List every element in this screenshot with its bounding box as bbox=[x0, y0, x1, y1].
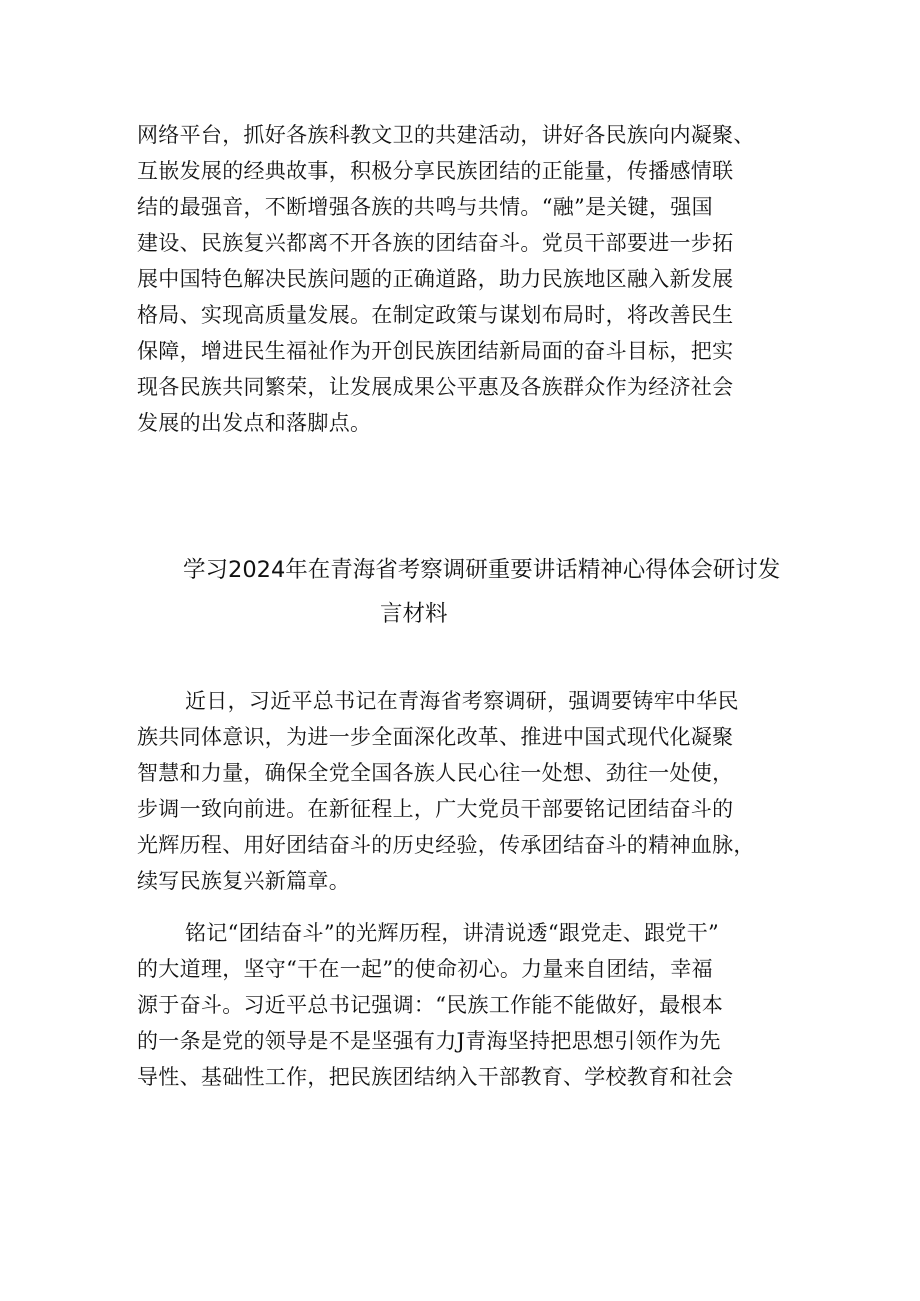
text-line: 的大道理，坚守“干在一起”的使命初心。力量来自团结，幸福 bbox=[137, 957, 713, 981]
text-line: 格局、实现高质量发展。在制定政策与谋划布局时，将改善民生 bbox=[137, 303, 734, 327]
title-line: 言材料 bbox=[380, 601, 448, 627]
text-line: 光辉历程、用好团结奋斗的历史经验，传承团结奋斗的精神血脉， bbox=[137, 833, 755, 857]
text-line: 续写民族复兴新篇章。 bbox=[137, 869, 350, 893]
text-line: 铭记“团结奋斗”的光辉历程，讲清说透“跟党走、跟党干” bbox=[185, 921, 720, 945]
text-line: 建设、民族复兴都离不开各族的团结奋斗。党员干部要进一步拓 bbox=[137, 231, 734, 255]
text-line: 结的最强音，不断增强各族的共鸣与共情。“融”是关键，强国 bbox=[137, 195, 713, 219]
text-line: 导性、基础性工作，把民族团结纳入干部教育、学校教育和社会 bbox=[137, 1065, 734, 1089]
text-line: 网络平台，抓好各族科教文卫的共建活动，讲好各民族向内凝聚、 bbox=[137, 123, 755, 147]
text-line: 的一条是党的领导是不是坚强有力J青海坚持把思想引领作为先 bbox=[137, 1029, 721, 1053]
text-line: 互嵌发展的经典故事，积极分享民族团结的正能量，传播感情联 bbox=[137, 159, 734, 183]
title-line: 学习2024年在青海省考察调研重要讲话精神心得体会研讨发 bbox=[183, 557, 781, 583]
text-line: 展中国特色解决民族问题的正确道路，助力民族地区融入新发展 bbox=[137, 267, 734, 291]
text-line: 保障，增进民生福祉作为开创民族团结新局面的奋斗目标，把实 bbox=[137, 339, 734, 363]
text-line: 族共同体意识，为进一步全面深化改革、推进中国式现代化凝聚 bbox=[137, 725, 734, 749]
text-line: 发展的出发点和落脚点。 bbox=[137, 411, 372, 435]
text-line: 源于奋斗。习近平总书记强调：“民族工作能不能做好，最根本 bbox=[137, 993, 724, 1017]
text-line: 现各民族共同繁荣，让发展成果公平惠及各族群众作为经济社会 bbox=[137, 375, 734, 399]
text-line: 近日，习近平总书记在青海省考察调研，强调要铸牢中华民 bbox=[185, 689, 739, 713]
text-line: 智慧和力量，确保全党全国各族人民心往一处想、劲往一处使， bbox=[137, 761, 734, 785]
text-line: 步调一致向前进。在新征程上，广大党员干部要铭记团结奋斗的 bbox=[137, 797, 734, 821]
